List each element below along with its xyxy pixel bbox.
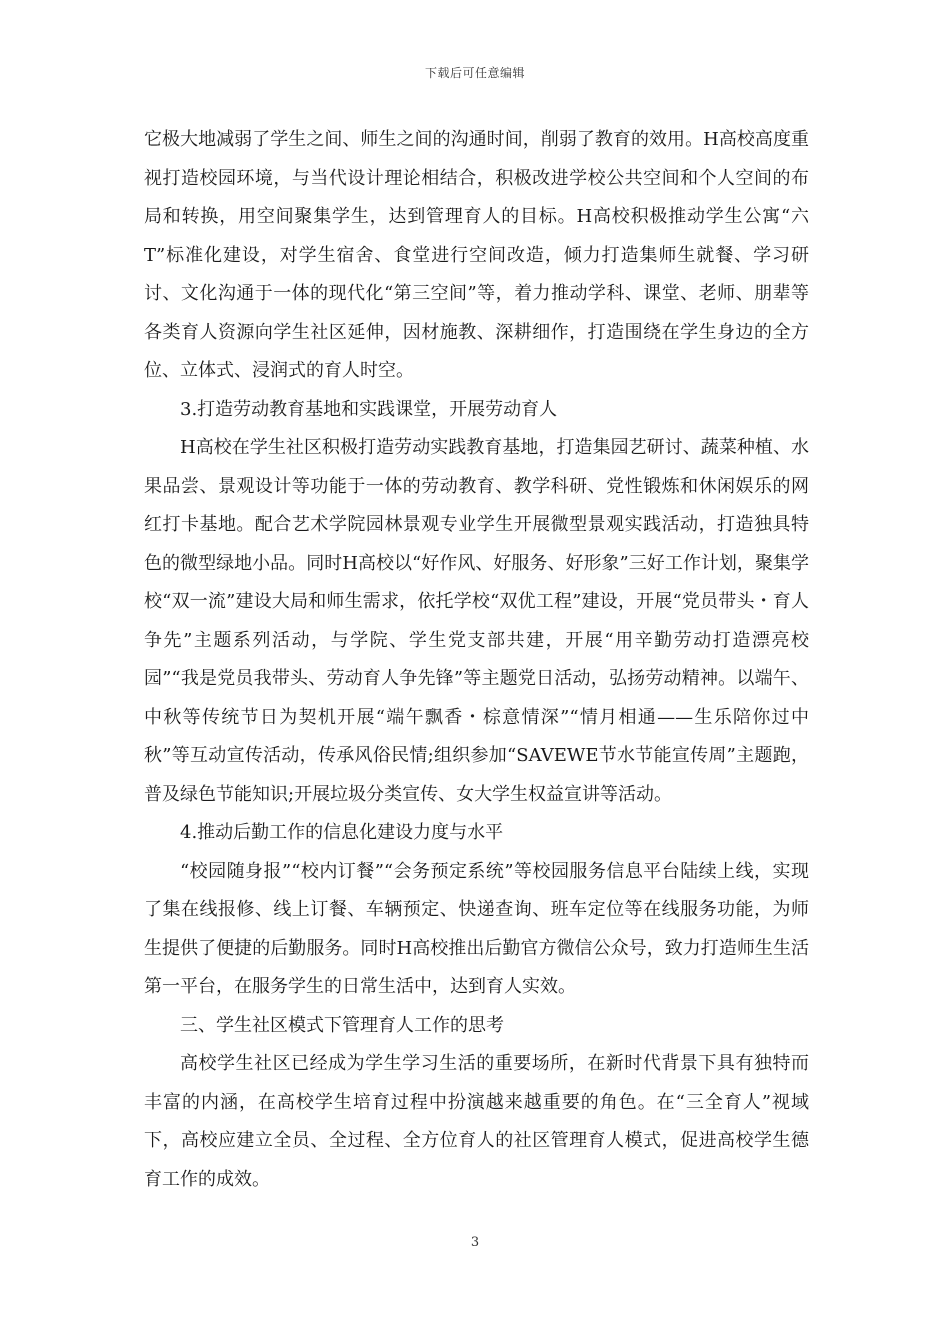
paragraph-informatization: “校园随身报”“校内订餐”“会务预定系统”等校园服务信息平台陆续上线，实现了集在线报修、线上订餐、车辆预定、快递查询、班车定位等在线服务功能，为师生提供了便捷的后勤服务。同时H高校推出后勤官方微信公众号，致力打造师生生活第一平台，在服务学生的日常生活中，达到育人实效。 [144,860,809,997]
paragraph-reflection: 高校学生社区已经成为学生学习生活的重要场所，在新时代背景下具有独特而丰富的内涵，在高校学生培育过程中扮演越来越重要的角色。在“三全育人”视域下，高校应建立全员、全过程、全方位育人的社区管理育人模式，促进高校学生德育工作的成效。 [144,1053,809,1190]
page-header: 下载后可任意编辑 [424,66,525,80]
paragraph-labor-education: H高校在学生社区积极打造劳动实践教育基地，打造集园艺研讨、蔬菜种植、水果品尝、景观设计等功能于一体的劳动教育、教学科研、党性锻炼和休闲娱乐的网红打卡基地。配合艺术学院园林景观专业学生开展微型景观实践活动，打造独具特色的微型绿地小品。同时H高校以“好作风、好服务、好形象”三好工作计划，聚集学校“双一流”建设大局和师生需求，依托学校“双优工程”建设，开展“党员带头・育人争先”主题系列活动，与学院、学生党支部共建，开展“用辛勤劳动打造漂亮校园”“我是党员我带头、劳动育人争先锋”等主题党日活动，弘扬劳动精神。以端午、中秋等传统节日为契机开展“端午飘香・棕意情深”“情月相通——生乐陪你过中秋”等互动宣传活动，传承风俗民情;组织参加“SAVEWE节水节能宣传周”主题跑，普及绿色节能知识;开展垃圾分类宣传、女大学生权益宣讲等活动。 [144,437,809,805]
section-heading-reflection: 三、学生社区模式下管理育人工作的思考 [180,1014,504,1036]
section-heading-labor-education: 3.打造劳动教育基地和实践课堂，开展劳动育人 [180,398,558,420]
paragraph-space-design: 它极大地减弱了学生之间、师生之间的沟通时间，削弱了教育的效用。H高校高度重视打造校园环境，与当代设计理论相结合，积极改进学校公共空间和个人空间的布局和转换，用空间聚集学生，达到管理育人的目标。H高校积极推动学生公寓“六T”标准化建设，对学生宿舍、食堂进行空间改造，倾力打造集师生就餐、学习研讨、文化沟通于一体的现代化“第三空间”等，着力推动学科、课堂、老师、朋辈等各类育人资源向学生社区延伸，因材施教、深耕细作，打造围绕在学生身边的全方位、立体式、浸润式的育人时空。 [144,129,809,381]
page-number: 3 [470,1235,480,1250]
document-body [144,121,809,1199]
section-heading-informatization: 4.推动后勤工作的信息化建设力度与水平 [180,822,504,843]
